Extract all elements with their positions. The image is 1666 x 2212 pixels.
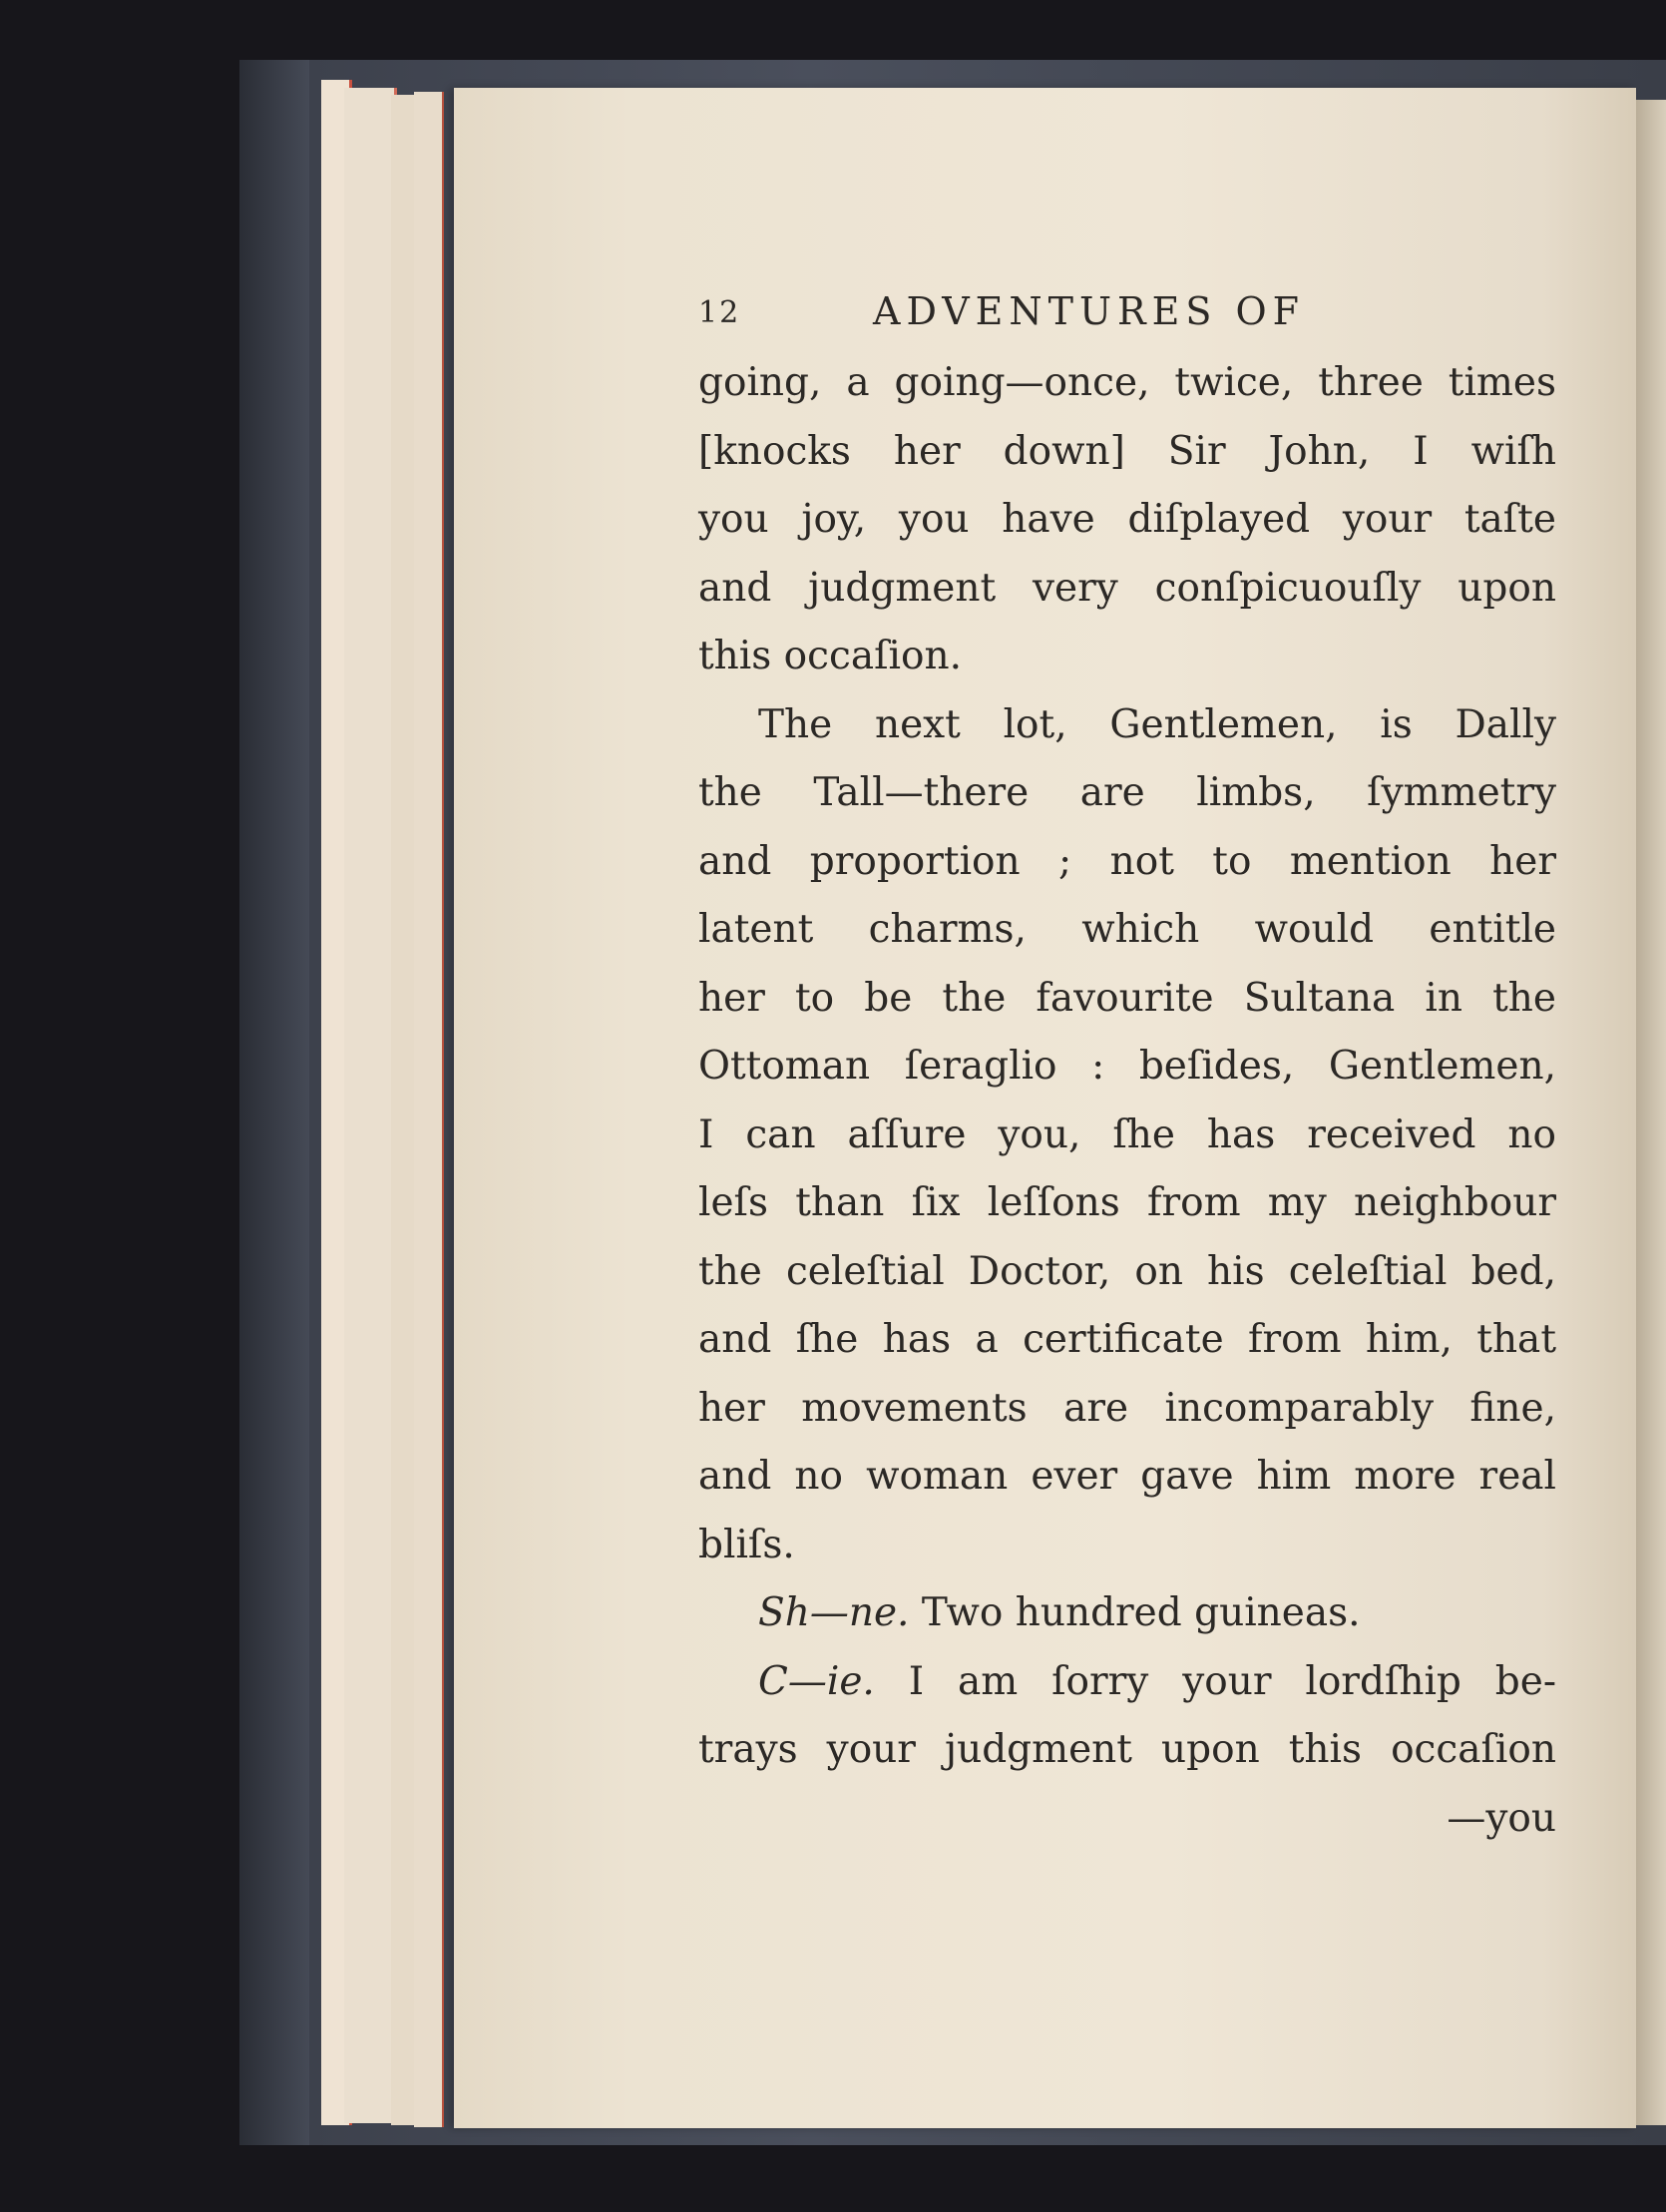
text-line: and no woman ever gave him more real <box>698 1454 1556 1499</box>
cover-edge <box>239 60 309 2145</box>
speaker-name: C—ie. <box>758 1658 875 1704</box>
speaker-name: Sh—ne. <box>758 1590 910 1635</box>
text-line: the Tall—there are limbs, ſymmetry <box>698 770 1556 815</box>
speech-text: Two hundred guineas. <box>921 1590 1361 1635</box>
text-line: and judgment very conſpicuouſly upon <box>698 565 1556 611</box>
page-edges <box>414 92 444 2127</box>
text-line: going, a going—once, twice, three times <box>698 360 1556 405</box>
running-head <box>698 279 1556 349</box>
text-line: The next lot, Gentlemen, is Dally <box>758 701 1556 747</box>
text-line: Ottoman ſeraglio : beſides, Gentlemen, <box>698 1044 1556 1089</box>
text-line: you joy, you have diſplayed your taſte <box>698 497 1556 542</box>
speech-text: I am ſorry your lordſhip be- <box>908 1658 1557 1704</box>
text-line: bliſs. <box>698 1522 795 1567</box>
page-number: 12 <box>698 295 741 330</box>
text-line: I can aſſure you, ſhe has received no <box>698 1111 1556 1157</box>
text-line: this occaſion. <box>698 634 962 678</box>
catchword: —you <box>1447 1795 1556 1841</box>
text-line: and proportion ; not to mention her <box>698 838 1556 884</box>
text-line: her to be the favourite Sultana in the <box>698 975 1556 1021</box>
text-line: [knocks her down] Sir John, I wiſh <box>698 428 1556 474</box>
text-line: the celeſtial Doctor, on his celeſtial bed, <box>698 1248 1556 1294</box>
text-line: and ſhe has a certificate from him, that <box>698 1317 1556 1362</box>
text-line: her movements are incomparably fine, <box>698 1385 1556 1431</box>
page-text <box>698 279 1556 1853</box>
text-line: latent charms, which would entitle <box>698 907 1556 952</box>
text-line: trays your judgment upon this occaſion <box>698 1727 1556 1772</box>
speech-line <box>698 1579 1556 1648</box>
text-line: leſs than ſix leſſons from my neighbour <box>698 1180 1556 1225</box>
page-edges <box>344 88 397 2123</box>
speech-line <box>698 1648 1556 1717</box>
running-title: ADVENTURES OF <box>873 289 1306 333</box>
facing-page-edge <box>1636 100 1666 2125</box>
